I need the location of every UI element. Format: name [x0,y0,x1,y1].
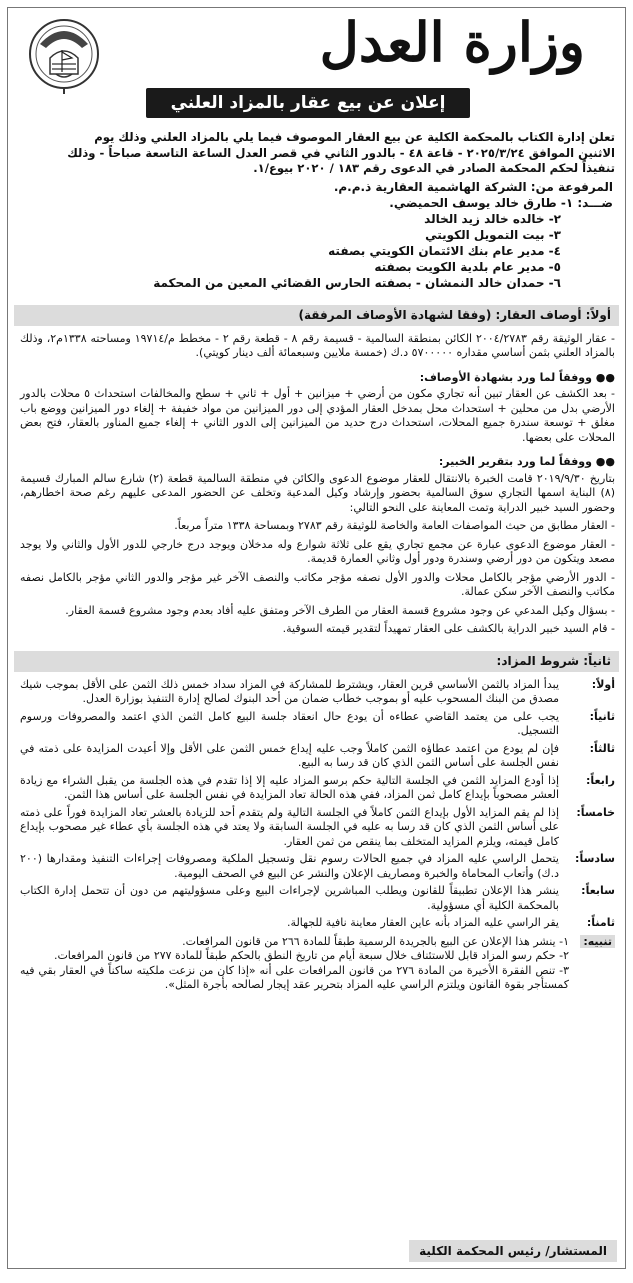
expert-report-heading: ●● ووفقاً لما ورد بتقرير الخبير: [438,455,615,468]
condition-label: رابعاً: [586,773,615,787]
condition-label: ثامناً: [586,916,615,929]
condition-item [20,806,615,850]
expert-item: - العقار مطابق من حيث المواصفات العامة والخاصة للوثيقة رقم ٢٧٨٣ وبمساحة ١٣٣٨ متراً مربعاً. [174,519,615,532]
condition-text: فإن لم يودع من اعتمد عطاؤه الثمن كاملاً وجب عليه إيداع خمس الثمن على الأقل وإلا أعيدت المزايدة على ذمته في نفس الجلسة على أساس الثمن الذي كان قد رسا به البيع. [20,741,559,769]
condition-item [20,884,615,913]
intro-line: تنفيذاً لحكم المحكمة الصادر في الدعوى رقم ١٨٣ / ٢٠٢٠ بيوع/١. [253,161,615,175]
defendant: ٤- مدير عام بنك الائتمان الكويتي بصفته [328,243,561,258]
notice-item [20,964,615,993]
condition-item [20,742,615,771]
ministry-title: وزارة العدل [319,10,585,74]
condition-text: يجب على من يعتمد القاضي عطاءه أن يودع حال انعقاد جلسة البيع كامل الثمن الذي اعتمد والمصروفات ورسوم التسجيل. [20,709,559,737]
notice-item [20,949,615,964]
condition-text: يقر الراسي عليه المزاد بأنه عاين العقار معاينة نافية للجهالة. [287,916,559,929]
defendant: ٣- بيت التمويل الكويتي [425,227,561,242]
condition-item [20,678,615,707]
header [8,8,625,113]
property-description [8,332,625,637]
notice-label: تنبيه: [580,935,615,948]
condition-label: سادساً: [575,852,615,865]
expert-item: - قام السيد خبير الدراية بالكشف على العقار تمهيداً لتقدير قيمته السوقية. [282,622,615,635]
defendant: ٥- مدير عام بلدية الكويت بصفته [374,259,561,274]
section-heading-conditions: ثانياً: شروط المزاد: [14,651,619,672]
kuwait-emblem-icon [26,14,102,96]
announcement-page [7,7,626,1269]
defendant: ٦- حمدان خالد النمشان - بصفته الحارس القضائي المعين من المحكمة [153,275,561,290]
condition-label: سابعاً: [581,884,615,897]
condition-text: إذا أودع المزايد الثمن في الجلسة التالية حكم برسو المزاد عليه إلا إذا تقدم في هذه الجلسة من يقبل الشراء مع زيادة العشر مصحوباً بإيداع كامل ثمن المزاد، ففي هذه الحالة تعاد المزايدة في نفس الجلسة على أساس هذا الثمن. [20,773,559,801]
condition-label: خامساً: [576,805,615,819]
condition-item [20,916,615,931]
condition-label: أولاً: [591,677,615,691]
condition-text: يبدأ المزاد بالثمن الأساسي قرين العقار، ويشترط للمشاركة في المزاد سداد خمس ذلك الثمن على الأقل بموجب شيك مصدق من البنك المسحوب عليه أو بموجب خطاب ضمان من أحد البنوك لصالح إدارة التنفيذ بوزارة العدل. [20,677,559,705]
notice-text: ٢- حكم رسو المزاد قابل للاستئناف خلال سبعة أيام من تاريخ النطق بالحكم طبقاً للمادة ٢٧٧ من قانون المرافعات. [53,949,569,962]
condition-item [20,710,615,739]
defendant: ضـــد: ١- طارق خالد يوسف الحميضي. [389,195,613,210]
notice-text: ٣- تنص الفقرة الأخيرة من المادة ٢٧٦ من قانون المرافعات على أنه «إذا كان من نزعت ملكيته ساكناً في العقار بقي فيه كمستأجر بقوة القانون ويلتزم الراسي عليه المزاد بتحرير عقد إيجار لصالحه بأجرة المثل». [20,963,569,991]
property-summary: - عقار الوثيقة رقم ٢٠٠٤/٢٧٨٣ الكائن بمنطقة السالمية - قسيمة رقم ٨ - قطعة رقم ٢ - مخطط م/١٩٧١٤ ومساحته ١٣٣٨م٢، وذلك بالمزاد العلني بثمن أساسي مقداره ٥٧٠٠٠٠٠ د.ك (خمسة ملايين وسبعمائة ألف دينار كويتي). [20,331,615,359]
certificate-text: - بعد الكشف عن العقار تبين أنه تجاري مكون من أرضي + ميزانين + أول + ثاني + سطح والمخالفات استحداث ٥ محلات بالدور الأرضي بدل من محلين + استحداث محل بمدخل العقار المؤدي إلى دور الميزانين من مواد خفيفة + إلغاء دور الميزانين ووضع باب مغلق + توسعة سندرة جميع المحلات، استحداث درج حديد من الميزانين إلى الدور الثاني + إلغاء جميع المناور بالعقار، فتح بعض المحلات على بعضها. [20,387,615,444]
condition-item [20,774,615,803]
parties-block [8,177,625,291]
condition-item [20,852,615,881]
expert-item: - بسؤال وكيل المدعي عن وجود مشروع قسمة العقار من الطرف الآخر ومتفق عليه أفاد بعدم وجود مشروع قسمة العقار. [65,603,615,617]
signature: المستشار/ رئيس المحكمة الكلية [409,1240,617,1262]
condition-label: ثالثاً: [589,741,615,755]
expert-report-intro: بتاريخ ٢٠١٩/٩/٣٠ قامت الخبرة بالانتقال للعقار موضوع الدعوى والكائن في منطقة السالمية قطعة (٢) شارع سالم المبارك قسيمة (٨) البناية اسمها التجاري سوق السالمية بحضور وإرشاد وكيل المدعية وتخلف عن الحضور المدعى عليهم رغم صحة اخطارهم، وحضور السيد خبير الدراية وتمت المعاينة على النحو التالي: [20,471,616,514]
certificate-heading: ●● ووفقاً لما ورد بشهادة الأوصاف: [419,370,615,384]
condition-text: يتحمل الراسي عليه المزاد في جميع الحالات رسوم نقل وتسجيل الملكية ومصروفات إجراءات التنفيذ ومقدارها (٢٠٠ د.ك) وأتعاب المحاماة والخبرة ومصاريف الإعلان والنشر عن البيع في الصحف اليومية. [20,852,559,880]
condition-text: ينشر هذا الإعلان تطبيقاً للقانون ويطلب المباشرين لإجراءات البيع وعلى مسؤوليتهم من دون أن تتحمل إدارة الكتاب بالمحكمة الكلية أي مسؤولية. [20,884,559,912]
notice-text: ١- ينشر هذا الإعلان عن البيع بالجريدة الرسمية طبقاً للمادة ٢٦٦ من قانون المرافعات. [182,934,569,948]
auction-conditions [8,678,625,993]
notice-item [20,935,615,950]
intro-line: تعلن إدارة الكتاب بالمحكمة الكلية عن بيع العقار الموصوف فيما يلي بالمزاد العلني وذلك يوم [94,130,615,144]
expert-item: - العقار موضوع الدعوى عبارة عن مجمع تجاري يقع على ثلاثة شوارع وله مدخلان ويوجد درج خارجي للدور الأول والثاني ولا يوجد مصعد ويتكون من دور أرضي وسندرة ودور أول وثاني العمارة قديمة. [20,537,615,565]
expert-item: - الدور الأرضي مؤجر بالكامل محلات والدور الأول نصفه مؤجر مكاتب والنصف الآخر غير مؤجر والدور الثاني مؤجر بالكامل نصفه مكاتب والنصف الآخر سكن عمالة. [20,570,615,598]
intro-line: الاثنين الموافق ٢٠٢٥/٣/٢٤ - قاعة ٤٨ - بالدور الثاني في قصر العدل الساعة التاسعة صباحاً - وذلك [67,145,615,160]
announcement-banner: إعلان عن بيع عقار بالمزاد العلني [146,88,470,118]
condition-label: ثانياً: [589,709,615,723]
notice-block [20,935,615,993]
plaintiff: المرفوعة من: الشركة الهاشمية العقارية ذ.م.م. [333,179,613,194]
section-heading-description: أولاً: أوصاف العقار: (وفقا لشهادة الأوصاف المرفقة) [14,305,619,326]
defendant: ٢- خالده خالد زيد الخالد [424,211,561,226]
condition-text: إذا لم يقم المزايد الأول بإيداع الثمن كاملاً في الجلسة التالية ولم يتقدم أحد للزيادة بالعشر تعاد المزايدة فوراً على ذمته على أساس الثمن الذي كان قد رسا به عليه في الجلسة السابقة ولا يعتد في هذه الجلسة بأي عطاء غير مصحوب بإيداع كامل قيمته، ويلزم المزايد المتخلف بما ينقص من ثمن العقار. [20,805,559,848]
